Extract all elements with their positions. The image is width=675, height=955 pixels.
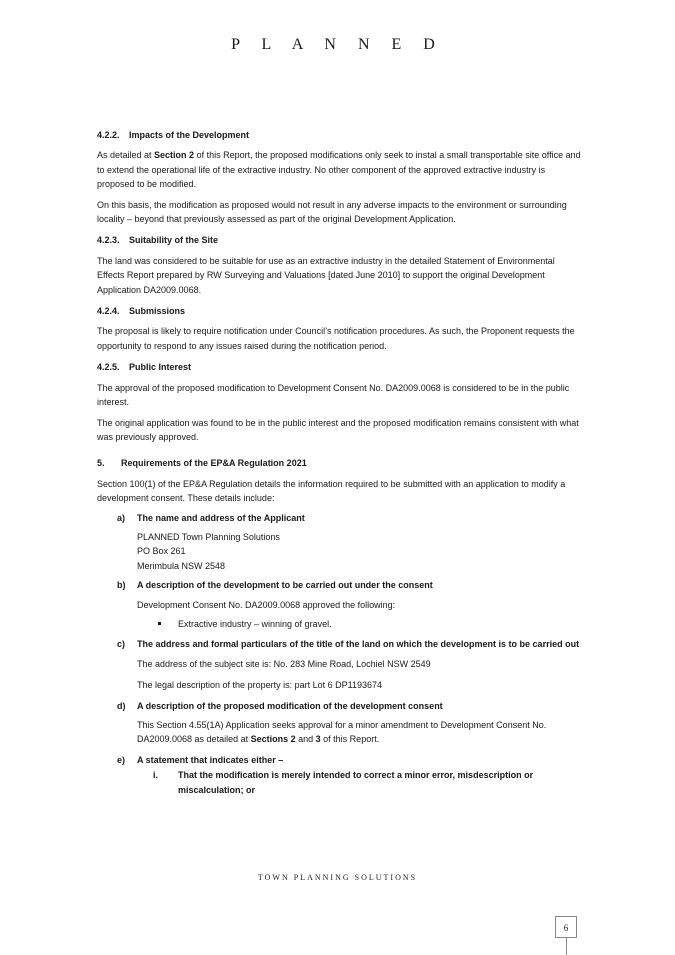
paragraph: The original application was found to be in the public interest and the proposed modification remains consistent with what was previously approved.	[97, 417, 579, 442]
paragraph: On this basis, the modification as proposed would not result in any adverse impacts to the environment or surrounding locality – beyond that previously assessed as part of the original Development Application.	[97, 199, 567, 225]
list-title: A description of the proposed modification of the development consent	[137, 700, 443, 711]
heading-number: 5.	[97, 458, 105, 469]
paragraph: The land was considered to be suitable for use as an extractive industry in the detailed Statement of Environmental Effects Report prepared by RW Surveying and Valuations [dated June 2010] to support the original Development Application DA2009.0068.	[97, 255, 555, 295]
list-label: e)	[117, 754, 126, 765]
paragraph: The legal description of the property is: part Lot 6 DP1193674	[137, 680, 382, 691]
page-number-rule	[566, 938, 567, 955]
list-title: The address and formal particulars of the title of the land on which the development is to be carried out	[137, 639, 580, 650]
heading-4-2-5	[97, 360, 582, 374]
roman-text: That the modification is merely intended to correct a minor error, misdescription or miscalculation; or	[178, 770, 534, 795]
list-item-c	[97, 637, 582, 651]
list-title: A description of the development to be carried out under the consent	[137, 580, 433, 591]
heading-title: Submissions	[129, 306, 186, 317]
list-title: The name and address of the Applicant	[137, 512, 305, 523]
text: and	[295, 734, 316, 745]
applicant-address	[97, 530, 582, 573]
paragraph: The address of the subject site is: No. 283 Mine Road, Lochiel NSW 2549	[137, 658, 431, 669]
heading-5	[97, 456, 582, 470]
paragraph: The approval of the proposed modification to Development Consent No. DA2009.0068 is considered to be in the public interest.	[97, 382, 570, 408]
section-ref: Section 2	[154, 150, 195, 161]
heading-title: Suitability of the Site	[129, 235, 219, 246]
heading-number: 4.2.4.	[97, 306, 120, 317]
paragraph: Section 100(1) of the EP&A Regulation details the information required to be submitted with an application to modify a development consent. These details include:	[97, 478, 566, 504]
paragraph	[97, 148, 582, 191]
bullet-icon	[158, 622, 161, 625]
list-item-a	[97, 511, 582, 525]
address-line: Merimbula NSW 2548	[137, 560, 226, 571]
list-label: b)	[117, 580, 126, 591]
text: This Section 4.55(1A) Application seeks approval for a minor amendment to Development Consent No. DA2009.0068 as detailed at	[137, 720, 547, 745]
list-label: a)	[117, 512, 126, 523]
list-item-d	[97, 699, 582, 713]
heading-title: Requirements of the EP&A Regulation 2021	[121, 458, 307, 469]
list-title: A statement that indicates either –	[137, 754, 284, 765]
heading-4-2-2	[97, 128, 582, 142]
bullet-text: Extractive industry – winning of gravel.	[178, 618, 332, 629]
address-line: PLANNED Town Planning Solutions	[137, 531, 280, 542]
section-ref: Sections 2	[250, 734, 296, 745]
address-line: PO Box 261	[137, 546, 186, 557]
list-label: c)	[117, 639, 126, 650]
roman-label: i.	[153, 770, 159, 781]
list-item-b	[97, 578, 582, 592]
roman-item-i	[97, 768, 582, 797]
section-ref: 3	[315, 734, 321, 745]
list-label: d)	[117, 700, 126, 711]
list-item-e	[97, 753, 582, 767]
heading-4-2-3	[97, 233, 582, 247]
page-number: 6	[555, 916, 577, 938]
heading-number: 4.2.5.	[97, 362, 120, 373]
page-content	[97, 128, 582, 797]
paragraph	[97, 718, 582, 747]
heading-title: Impacts of the Development	[129, 130, 250, 140]
heading-number: 4.2.3.	[97, 235, 120, 246]
paragraph: The proposal is likely to require notification under Council’s notification procedures. As such, the Proponent requests the opportunity to respond to any issues raised during the notification period.	[97, 326, 575, 351]
brand-header: P L A N N E D	[231, 36, 444, 53]
footer-text: TOWN PLANNING SOLUTIONS	[257, 873, 418, 882]
text: of this Report, the proposed modifications only seek to instal a small transportable site office and to extend the operational life of the extractive industry. No other component of the approved extractive industry is proposed to be modified.	[97, 150, 581, 190]
heading-number: 4.2.2.	[97, 130, 120, 140]
text: As detailed at	[97, 150, 155, 161]
text: of this Report.	[320, 734, 380, 745]
paragraph: Development Consent No. DA2009.0068 approved the following:	[137, 599, 396, 610]
heading-4-2-4	[97, 304, 582, 318]
heading-title: Public Interest	[129, 362, 192, 373]
bullet-item	[97, 617, 582, 631]
